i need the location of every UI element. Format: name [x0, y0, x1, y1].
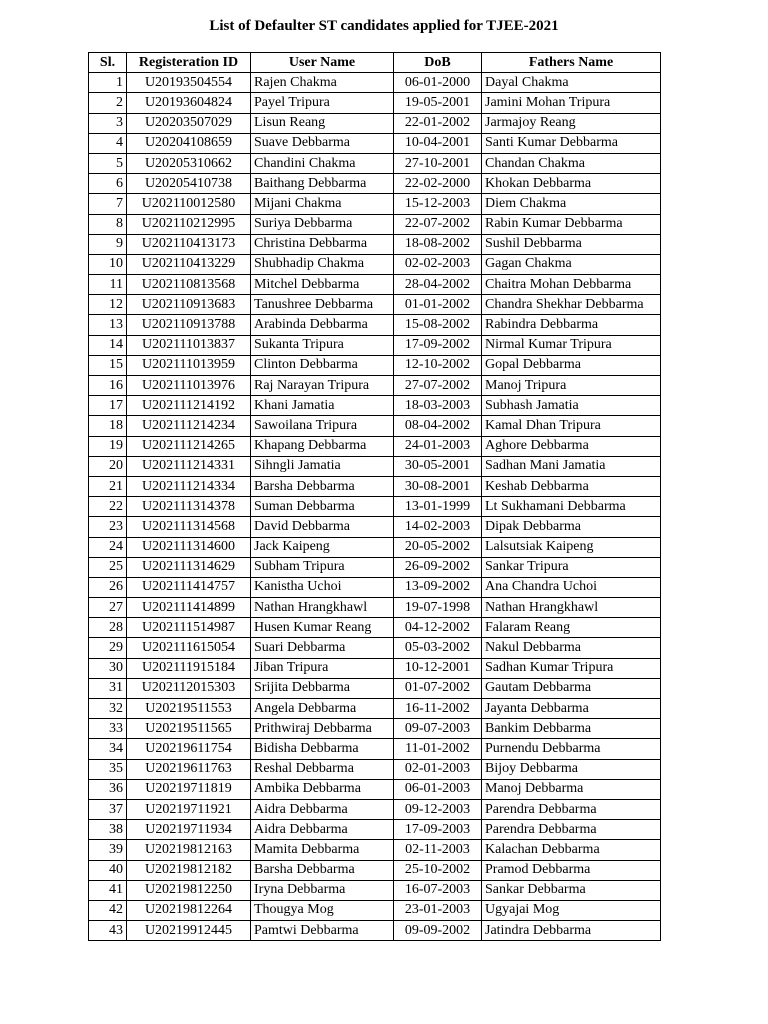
cell-registration-id: U202111013959	[127, 355, 251, 375]
cell-registration-id: U202111314378	[127, 497, 251, 517]
cell-user-name: Khani Jamatia	[251, 396, 394, 416]
cell-dob: 01-07-2002	[394, 678, 482, 698]
cell-user-name: Husen Kumar Reang	[251, 618, 394, 638]
cell-user-name: Chandini Chakma	[251, 153, 394, 173]
cell-user-name: Pamtwi Debbarma	[251, 921, 394, 941]
table-row	[89, 315, 661, 335]
cell-registration-id: U202111314629	[127, 557, 251, 577]
table-row	[89, 759, 661, 779]
cell-fathers-name: Sadhan Kumar Tripura	[482, 658, 661, 678]
cell-sl: 33	[89, 719, 127, 739]
cell-registration-id: U20219912445	[127, 921, 251, 941]
cell-user-name: Sihngli Jamatia	[251, 456, 394, 476]
header-fathers-name: Fathers Name	[482, 53, 661, 73]
cell-dob: 09-09-2002	[394, 921, 482, 941]
cell-registration-id: U202111314600	[127, 537, 251, 557]
cell-fathers-name: Rabindra Debbarma	[482, 315, 661, 335]
table-row	[89, 537, 661, 557]
table-row	[89, 275, 661, 295]
cell-sl: 22	[89, 497, 127, 517]
cell-dob: 27-10-2001	[394, 153, 482, 173]
cell-fathers-name: Sankar Tripura	[482, 557, 661, 577]
table-row	[89, 214, 661, 234]
cell-fathers-name: Dipak Debbarma	[482, 517, 661, 537]
table-body	[89, 73, 661, 941]
table-row	[89, 658, 661, 678]
cell-registration-id: U20219611754	[127, 739, 251, 759]
cell-user-name: Srijita Debbarma	[251, 678, 394, 698]
cell-registration-id: U20219711934	[127, 820, 251, 840]
cell-sl: 15	[89, 355, 127, 375]
cell-user-name: Payel Tripura	[251, 93, 394, 113]
cell-dob: 17-09-2002	[394, 335, 482, 355]
cell-user-name: Rajen Chakma	[251, 73, 394, 93]
cell-user-name: Iryna Debbarma	[251, 880, 394, 900]
cell-dob: 25-10-2002	[394, 860, 482, 880]
cell-fathers-name: Keshab Debbarma	[482, 476, 661, 496]
cell-registration-id: U202111214331	[127, 456, 251, 476]
table-row	[89, 416, 661, 436]
table-row	[89, 820, 661, 840]
cell-registration-id: U202110413229	[127, 254, 251, 274]
cell-user-name: Mitchel Debbarma	[251, 275, 394, 295]
cell-user-name: Barsha Debbarma	[251, 860, 394, 880]
table-row	[89, 921, 661, 941]
cell-fathers-name: Gautam Debbarma	[482, 678, 661, 698]
cell-registration-id: U202110813568	[127, 275, 251, 295]
table-row	[89, 396, 661, 416]
cell-fathers-name: Nakul Debbarma	[482, 638, 661, 658]
cell-fathers-name: Sankar Debbarma	[482, 880, 661, 900]
cell-dob: 15-12-2003	[394, 194, 482, 214]
cell-registration-id: U202110012580	[127, 194, 251, 214]
cell-registration-id: U202110413173	[127, 234, 251, 254]
cell-fathers-name: Jayanta Debbarma	[482, 699, 661, 719]
cell-fathers-name: Kalachan Debbarma	[482, 840, 661, 860]
cell-dob: 30-05-2001	[394, 456, 482, 476]
cell-sl: 37	[89, 799, 127, 819]
table-row	[89, 174, 661, 194]
cell-sl: 9	[89, 234, 127, 254]
table-row	[89, 335, 661, 355]
table-row	[89, 476, 661, 496]
cell-fathers-name: Nirmal Kumar Tripura	[482, 335, 661, 355]
cell-user-name: Raj Narayan Tripura	[251, 376, 394, 396]
cell-user-name: Nathan Hrangkhawl	[251, 598, 394, 618]
cell-dob: 22-02-2000	[394, 174, 482, 194]
cell-registration-id: U20219812250	[127, 880, 251, 900]
cell-dob: 14-02-2003	[394, 517, 482, 537]
cell-fathers-name: Ana Chandra Uchoi	[482, 577, 661, 597]
cell-sl: 27	[89, 598, 127, 618]
cell-dob: 17-09-2003	[394, 820, 482, 840]
cell-user-name: Suave Debbarma	[251, 133, 394, 153]
cell-sl: 28	[89, 618, 127, 638]
table-row	[89, 557, 661, 577]
cell-sl: 6	[89, 174, 127, 194]
cell-fathers-name: Chandra Shekhar Debbarma	[482, 295, 661, 315]
cell-sl: 18	[89, 416, 127, 436]
table-row	[89, 456, 661, 476]
cell-fathers-name: Diem Chakma	[482, 194, 661, 214]
cell-dob: 27-07-2002	[394, 376, 482, 396]
table-row	[89, 436, 661, 456]
cell-fathers-name: Santi Kumar Debbarma	[482, 133, 661, 153]
cell-dob: 06-01-2003	[394, 779, 482, 799]
cell-user-name: Lisun Reang	[251, 113, 394, 133]
cell-sl: 19	[89, 436, 127, 456]
cell-dob: 22-07-2002	[394, 214, 482, 234]
table-row	[89, 254, 661, 274]
cell-sl: 21	[89, 476, 127, 496]
cell-sl: 43	[89, 921, 127, 941]
cell-sl: 23	[89, 517, 127, 537]
cell-fathers-name: Gopal Debbarma	[482, 355, 661, 375]
cell-registration-id: U202111414757	[127, 577, 251, 597]
cell-fathers-name: Sadhan Mani Jamatia	[482, 456, 661, 476]
table-row	[89, 779, 661, 799]
cell-dob: 08-04-2002	[394, 416, 482, 436]
cell-sl: 2	[89, 93, 127, 113]
cell-registration-id: U202111414899	[127, 598, 251, 618]
table-row	[89, 699, 661, 719]
cell-fathers-name: Sushil Debbarma	[482, 234, 661, 254]
cell-sl: 5	[89, 153, 127, 173]
table-row	[89, 598, 661, 618]
cell-registration-id: U202111615054	[127, 638, 251, 658]
cell-fathers-name: Jamini Mohan Tripura	[482, 93, 661, 113]
cell-user-name: Christina Debbarma	[251, 234, 394, 254]
cell-fathers-name: Nathan Hrangkhawl	[482, 598, 661, 618]
table-row	[89, 840, 661, 860]
cell-fathers-name: Ugyajai Mog	[482, 900, 661, 920]
cell-registration-id: U20219812264	[127, 900, 251, 920]
cell-registration-id: U202111915184	[127, 658, 251, 678]
cell-sl: 7	[89, 194, 127, 214]
cell-sl: 10	[89, 254, 127, 274]
cell-dob: 22-01-2002	[394, 113, 482, 133]
cell-sl: 36	[89, 779, 127, 799]
table-row	[89, 577, 661, 597]
cell-dob: 13-09-2002	[394, 577, 482, 597]
cell-dob: 13-01-1999	[394, 497, 482, 517]
cell-dob: 10-04-2001	[394, 133, 482, 153]
cell-dob: 02-01-2003	[394, 759, 482, 779]
header-user-name: User Name	[251, 53, 394, 73]
cell-user-name: Khapang Debbarma	[251, 436, 394, 456]
cell-fathers-name: Jatindra Debbarma	[482, 921, 661, 941]
cell-dob: 16-11-2002	[394, 699, 482, 719]
cell-sl: 4	[89, 133, 127, 153]
cell-sl: 39	[89, 840, 127, 860]
table-row	[89, 113, 661, 133]
cell-registration-id: U202111214192	[127, 396, 251, 416]
cell-user-name: Subham Tripura	[251, 557, 394, 577]
cell-sl: 38	[89, 820, 127, 840]
table-row	[89, 618, 661, 638]
cell-user-name: Mamita Debbarma	[251, 840, 394, 860]
cell-dob: 28-04-2002	[394, 275, 482, 295]
cell-registration-id: U202110913788	[127, 315, 251, 335]
cell-registration-id: U20219812182	[127, 860, 251, 880]
cell-dob: 12-10-2002	[394, 355, 482, 375]
cell-registration-id: U20204108659	[127, 133, 251, 153]
header-dob: DoB	[394, 53, 482, 73]
cell-fathers-name: Lalsutsiak Kaipeng	[482, 537, 661, 557]
cell-dob: 02-11-2003	[394, 840, 482, 860]
cell-user-name: Aidra Debbarma	[251, 799, 394, 819]
table-row	[89, 295, 661, 315]
cell-dob: 18-03-2003	[394, 396, 482, 416]
table-header-row	[89, 53, 661, 73]
cell-fathers-name: Pramod Debbarma	[482, 860, 661, 880]
cell-registration-id: U202111013976	[127, 376, 251, 396]
cell-sl: 16	[89, 376, 127, 396]
cell-user-name: Jiban Tripura	[251, 658, 394, 678]
cell-fathers-name: Kamal Dhan Tripura	[482, 416, 661, 436]
cell-registration-id: U20193604824	[127, 93, 251, 113]
table-row	[89, 719, 661, 739]
cell-sl: 14	[89, 335, 127, 355]
cell-sl: 3	[89, 113, 127, 133]
cell-registration-id: U20219711819	[127, 779, 251, 799]
cell-user-name: Clinton Debbarma	[251, 355, 394, 375]
cell-dob: 02-02-2003	[394, 254, 482, 274]
cell-fathers-name: Aghore Debbarma	[482, 436, 661, 456]
cell-user-name: Sawoilana Tripura	[251, 416, 394, 436]
cell-registration-id: U20205410738	[127, 174, 251, 194]
cell-fathers-name: Falaram Reang	[482, 618, 661, 638]
cell-fathers-name: Parendra Debbarma	[482, 799, 661, 819]
cell-sl: 42	[89, 900, 127, 920]
cell-fathers-name: Lt Sukhamani Debbarma	[482, 497, 661, 517]
header-sl: Sl.	[89, 53, 127, 73]
cell-registration-id: U202112015303	[127, 678, 251, 698]
cell-user-name: Suari Debbarma	[251, 638, 394, 658]
cell-sl: 13	[89, 315, 127, 335]
cell-registration-id: U20203507029	[127, 113, 251, 133]
cell-sl: 1	[89, 73, 127, 93]
cell-sl: 17	[89, 396, 127, 416]
cell-dob: 09-12-2003	[394, 799, 482, 819]
cell-dob: 04-12-2002	[394, 618, 482, 638]
cell-dob: 06-01-2000	[394, 73, 482, 93]
table-row	[89, 153, 661, 173]
cell-registration-id: U202110212995	[127, 214, 251, 234]
cell-fathers-name: Parendra Debbarma	[482, 820, 661, 840]
cell-fathers-name: Jarmajoy Reang	[482, 113, 661, 133]
cell-user-name: David Debbarma	[251, 517, 394, 537]
cell-sl: 29	[89, 638, 127, 658]
cell-sl: 8	[89, 214, 127, 234]
cell-dob: 24-01-2003	[394, 436, 482, 456]
cell-user-name: Arabinda Debbarma	[251, 315, 394, 335]
table-row	[89, 678, 661, 698]
cell-dob: 20-05-2002	[394, 537, 482, 557]
cell-sl: 24	[89, 537, 127, 557]
table-row	[89, 900, 661, 920]
cell-user-name: Mijani Chakma	[251, 194, 394, 214]
cell-dob: 16-07-2003	[394, 880, 482, 900]
cell-sl: 30	[89, 658, 127, 678]
cell-dob: 19-05-2001	[394, 93, 482, 113]
cell-user-name: Baithang Debbarma	[251, 174, 394, 194]
cell-dob: 18-08-2002	[394, 234, 482, 254]
cell-user-name: Angela Debbarma	[251, 699, 394, 719]
table-row	[89, 497, 661, 517]
cell-sl: 12	[89, 295, 127, 315]
cell-user-name: Kanistha Uchoi	[251, 577, 394, 597]
table-row	[89, 739, 661, 759]
document-title: List of Defaulter ST candidates applied for TJEE-2021	[209, 18, 559, 34]
cell-user-name: Shubhadip Chakma	[251, 254, 394, 274]
cell-fathers-name: Chaitra Mohan Debbarma	[482, 275, 661, 295]
cell-dob: 11-01-2002	[394, 739, 482, 759]
cell-dob: 23-01-2003	[394, 900, 482, 920]
cell-dob: 19-07-1998	[394, 598, 482, 618]
cell-fathers-name: Gagan Chakma	[482, 254, 661, 274]
cell-user-name: Sukanta Tripura	[251, 335, 394, 355]
cell-sl: 26	[89, 577, 127, 597]
cell-fathers-name: Rabin Kumar Debbarma	[482, 214, 661, 234]
cell-sl: 32	[89, 699, 127, 719]
cell-registration-id: U20219812163	[127, 840, 251, 860]
cell-registration-id: U20219611763	[127, 759, 251, 779]
table-row	[89, 73, 661, 93]
cell-sl: 35	[89, 759, 127, 779]
cell-dob: 10-12-2001	[394, 658, 482, 678]
cell-registration-id: U20193504554	[127, 73, 251, 93]
table-row	[89, 234, 661, 254]
cell-user-name: Suriya Debbarma	[251, 214, 394, 234]
cell-user-name: Bidisha Debbarma	[251, 739, 394, 759]
cell-user-name: Suman Debbarma	[251, 497, 394, 517]
table-row	[89, 376, 661, 396]
cell-user-name: Ambika Debbarma	[251, 779, 394, 799]
cell-fathers-name: Manoj Tripura	[482, 376, 661, 396]
cell-registration-id: U202111214234	[127, 416, 251, 436]
cell-fathers-name: Manoj Debbarma	[482, 779, 661, 799]
cell-fathers-name: Bijoy Debbarma	[482, 759, 661, 779]
table-row	[89, 638, 661, 658]
cell-registration-id: U20219511553	[127, 699, 251, 719]
cell-sl: 34	[89, 739, 127, 759]
cell-fathers-name: Bankim Debbarma	[482, 719, 661, 739]
cell-user-name: Barsha Debbarma	[251, 476, 394, 496]
cell-registration-id: U20219511565	[127, 719, 251, 739]
table-row	[89, 880, 661, 900]
header-registration-id: Registeration ID	[127, 53, 251, 73]
table-row	[89, 860, 661, 880]
cell-registration-id: U20205310662	[127, 153, 251, 173]
table-row	[89, 799, 661, 819]
table-row	[89, 133, 661, 153]
cell-dob: 01-01-2002	[394, 295, 482, 315]
cell-fathers-name: Khokan Debbarma	[482, 174, 661, 194]
cell-dob: 30-08-2001	[394, 476, 482, 496]
cell-registration-id: U202111514987	[127, 618, 251, 638]
cell-user-name: Aidra Debbarma	[251, 820, 394, 840]
cell-fathers-name: Chandan Chakma	[482, 153, 661, 173]
cell-sl: 20	[89, 456, 127, 476]
cell-sl: 41	[89, 880, 127, 900]
table-row	[89, 355, 661, 375]
cell-registration-id: U202111214334	[127, 476, 251, 496]
cell-registration-id: U202110913683	[127, 295, 251, 315]
cell-user-name: Jack Kaipeng	[251, 537, 394, 557]
table-row	[89, 517, 661, 537]
cell-user-name: Tanushree Debbarma	[251, 295, 394, 315]
cell-sl: 31	[89, 678, 127, 698]
cell-registration-id: U202111013837	[127, 335, 251, 355]
cell-user-name: Reshal Debbarma	[251, 759, 394, 779]
table-row	[89, 194, 661, 214]
cell-dob: 26-09-2002	[394, 557, 482, 577]
cell-registration-id: U202111314568	[127, 517, 251, 537]
cell-sl: 25	[89, 557, 127, 577]
cell-fathers-name: Subhash Jamatia	[482, 396, 661, 416]
cell-dob: 05-03-2002	[394, 638, 482, 658]
cell-dob: 15-08-2002	[394, 315, 482, 335]
cell-registration-id: U20219711921	[127, 799, 251, 819]
cell-sl: 40	[89, 860, 127, 880]
cell-registration-id: U202111214265	[127, 436, 251, 456]
cell-fathers-name: Dayal Chakma	[482, 73, 661, 93]
cell-dob: 09-07-2003	[394, 719, 482, 739]
defaulter-table	[88, 52, 661, 941]
cell-user-name: Prithwiraj Debbarma	[251, 719, 394, 739]
cell-sl: 11	[89, 275, 127, 295]
cell-fathers-name: Purnendu Debbarma	[482, 739, 661, 759]
cell-user-name: Thougya Mog	[251, 900, 394, 920]
table-row	[89, 93, 661, 113]
